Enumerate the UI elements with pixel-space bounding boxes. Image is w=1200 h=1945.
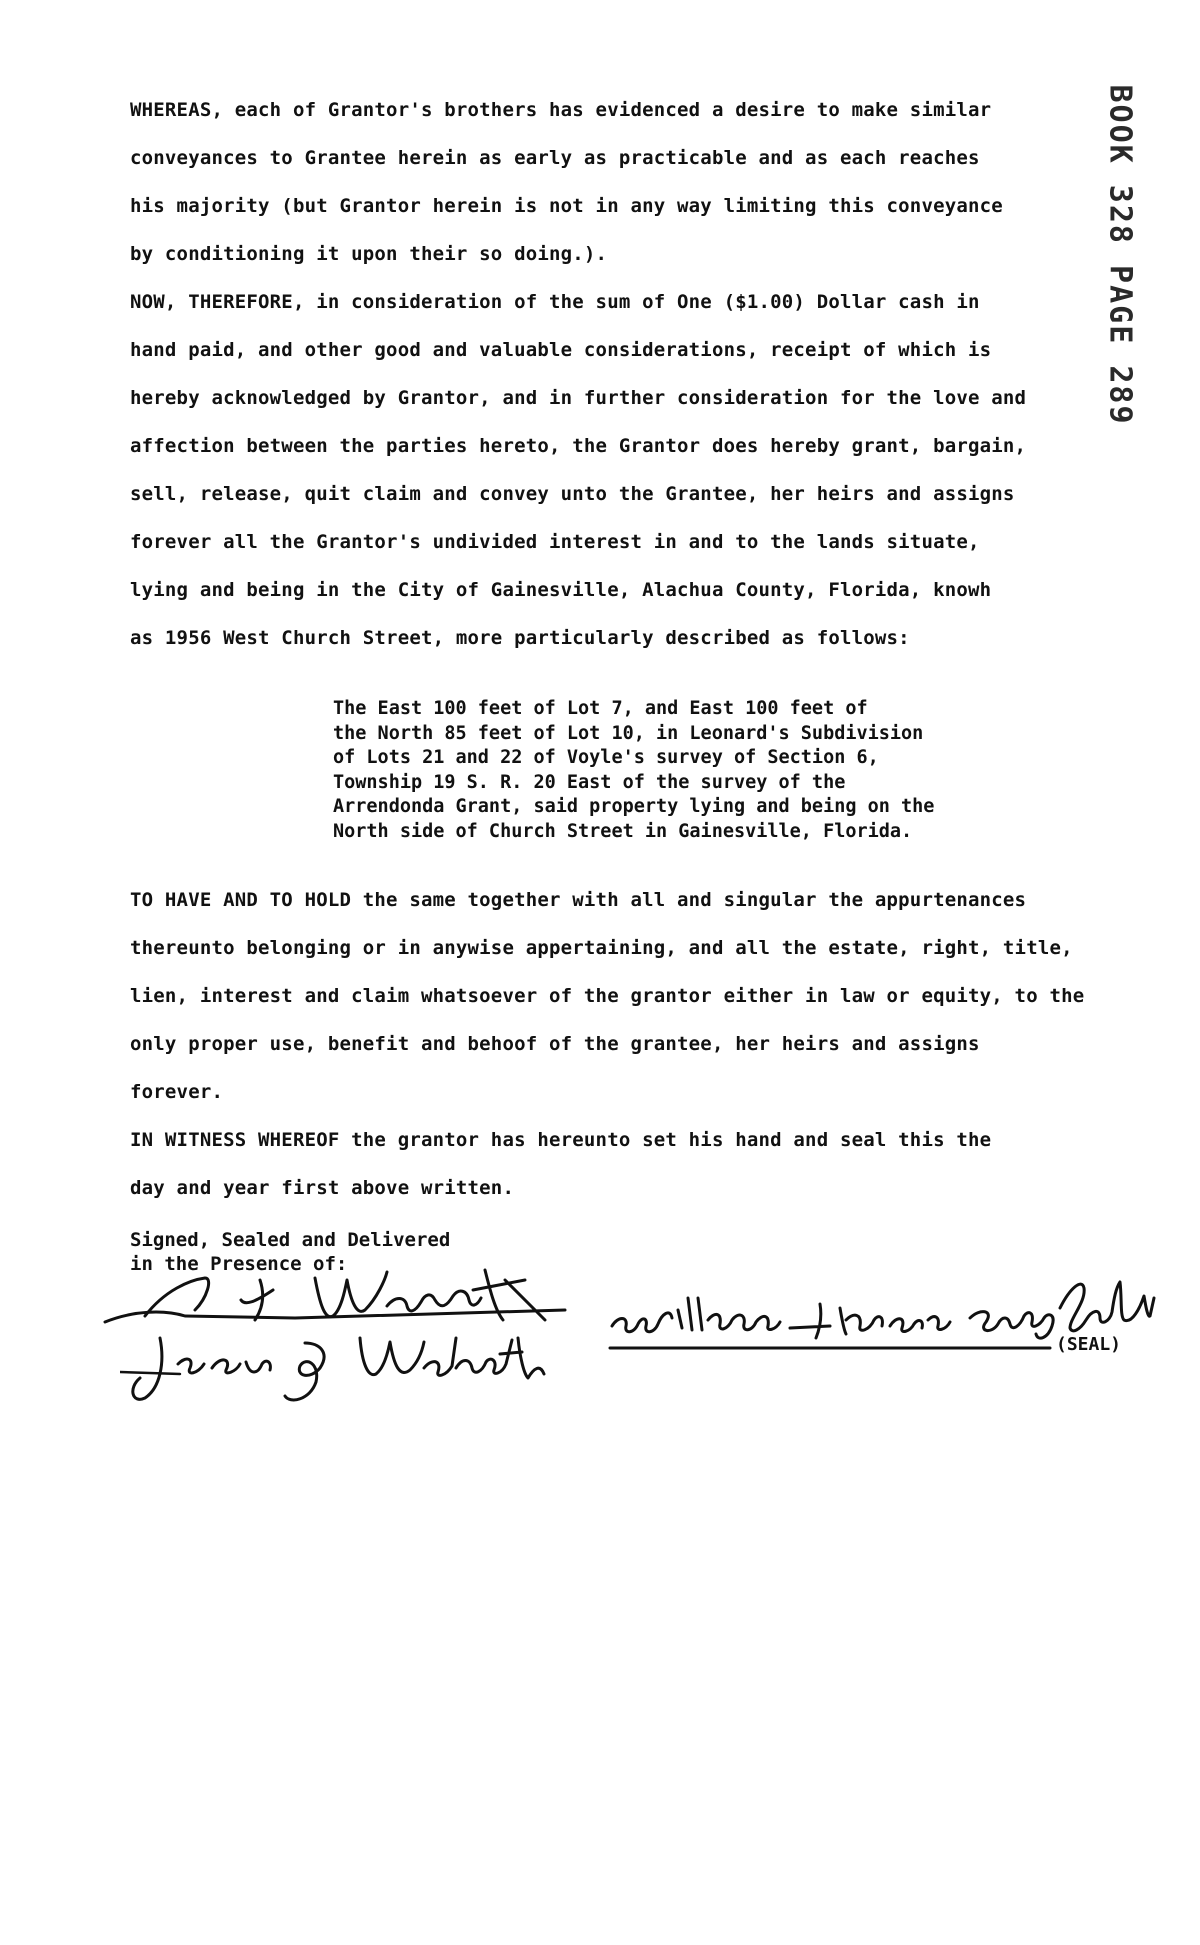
habendum-paragraph: TO HAVE AND TO HOLD the same together with all and singular the appurtenances thereunto belonging or in anywise appertaining, and all the estate, right, title, lien, interest and claim whatsoever of the grantor either in law or equity, to the only proper use, benefit and behoof of the grantee, her heirs and assigns forever. xyxy=(130,889,1085,1103)
witness-paragraph: IN WITNESS WHEREOF the grantor has hereunto set his hand and seal this the day and year first above written. xyxy=(130,1129,992,1199)
whereas-paragraph: WHEREAS, each of Grantor's brothers has evidenced a desire to make similar conveyances to Grantee herein as early as practicable and as each reaches his majority (but Grantor herein is not in any way limiting this conveyance by conditioning it upon their so doing.). xyxy=(130,99,1003,265)
witness-2-signature xyxy=(120,1318,560,1408)
book-label: BOOK xyxy=(1102,84,1138,165)
legal-description: The East 100 feet of Lot 7, and East 100 feet of the North 85 feet of Lot 10, in Leonard's Subdivision of Lots 21 and 22 of Voyle's survey of Section 6, Township 19 S. R. 20 East of the survey of the Arrendonda Grant, said property lying and being on the North side of Church Street in Gainesville, Florida. xyxy=(333,698,935,842)
signed-in-presence-text: Signed, Sealed and Delivered in the Presence of: xyxy=(130,1229,451,1275)
now-therefore-paragraph: NOW, THEREFORE, in consideration of the sum of One ($1.00) Dollar cash in hand paid, and other good and valuable considerations, receipt of which is hereby acknowledged by Grantor, and in further consideration for the love and affection between the parties hereto, the Grantor does hereby grant, bargain, sell, release, quit claim and convey unto the Grantee, her heirs and assigns forever all the Grantor's undivided interest in and to the lands situate, lying and being in the City of Gainesville, Alachua County, Florida, knowh as 1956 West Church Street, more particularly described as follows: xyxy=(130,291,1027,649)
page-label: PAGE xyxy=(1102,265,1138,346)
page-number: 289 xyxy=(1102,365,1138,426)
seal-label: (SEAL) xyxy=(1056,1334,1122,1355)
book-number: 328 xyxy=(1102,184,1138,245)
